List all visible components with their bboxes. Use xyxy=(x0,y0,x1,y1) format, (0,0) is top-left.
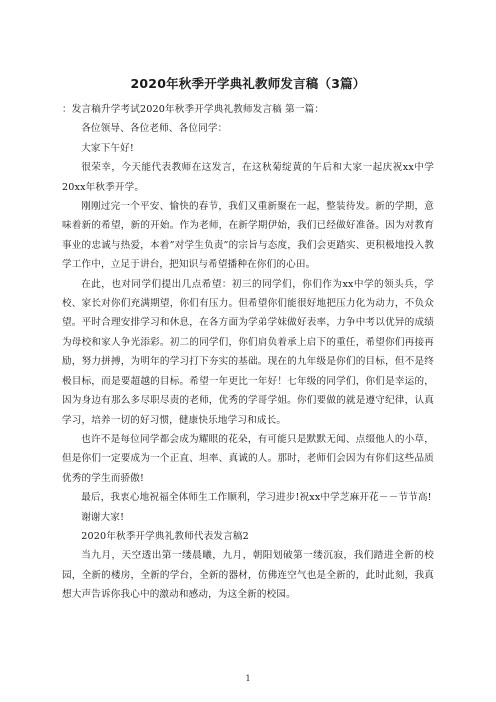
body-paragraph: 当九月，天空透出第一缕晨曦，九月，朝阳划破第一缕沉寂，我们踏进全新的校园，全新的楼房，全新的学台，全新的器材，仿佛连空气也是全新的，此时此刻，我真想大声告诉你我心中的激动和感动，为这全新的校园。 xyxy=(62,550,434,601)
document-title: 2020年秋季开学典礼教师发言稿（3篇） xyxy=(130,76,366,91)
page-number: 1 xyxy=(245,674,251,683)
greeting-paragraph: 大家下午好! xyxy=(81,142,134,154)
document-body xyxy=(62,100,434,605)
body-paragraph: 很荣幸，今天能代表教师在这发言，在这秋菊绽黄的午后和大家一起庆祝xx中学20xx年秋季开学。 xyxy=(62,162,434,193)
thanks-paragraph: 谢谢大家! xyxy=(81,511,125,523)
body-paragraph: 在此，也对同学们提出几点希望：初三的同学们，你们作为xx中学的领头兵，学校、家长对你们充满期望，你们有压力。但希望你们能很好地把压力化为动力，不负众望。平时合理安排学习和休息，在各方面为学弟学妹做好表率，力争中考以优异的成绩为母校和家人争光添彩。初二的同学们，你们肩负着承上启下的重任，希望你们再接再励，努力拼搏，为明年的学习打下夯实的基础。现在的九年级是你们的目标，但不是终极目标，而是要超越的目标。希望一年更比一年好！七年级的同学们，你们是幸运的，因为身边有那么多尽职尽责的老师，优秀的学哥学姐。你们要做的就是遵守纪律，认真学习，培养一切的好习惯，健康快乐地学习和成长。 xyxy=(62,278,434,426)
body-paragraph: 最后，我衷心地祝福全体师生工作顺利，学习进步!祝xx中学芝麻开花－－节节高! xyxy=(81,492,432,504)
salutation-paragraph: 各位领导、各位老师、各位同学： xyxy=(81,123,228,135)
section-heading: 2020年秋季开学典礼教师代表发言稿2 xyxy=(81,530,249,542)
body-paragraph: 刚刚过完一个平安、愉快的春节，我们又重新聚在一起，整装待发。新的学期，意味着新的希望，新的开始。作为老师，在新学期伊始，我们已经做好准备。因为对教育事业的忠诚与热爱，本着”对学生负责”的宗旨与态度，我们会更踏实、更积极地投入教学工作中，立足于讲台，把知识与希望播种在你们的心田。 xyxy=(62,201,434,271)
body-paragraph: 也许不是每位同学都会成为耀眼的花朵，有可能只是默默无闻、点缀他人的小草，但是你们一定要成为一个正直、坦率、真诚的人。那时，老师们会因为有你们这些品质优秀的学生而骄傲! xyxy=(62,433,434,484)
intro-line: ：发言稿升学考试2020年秋季开学典礼教师发言稿 第一篇： xyxy=(62,104,325,115)
